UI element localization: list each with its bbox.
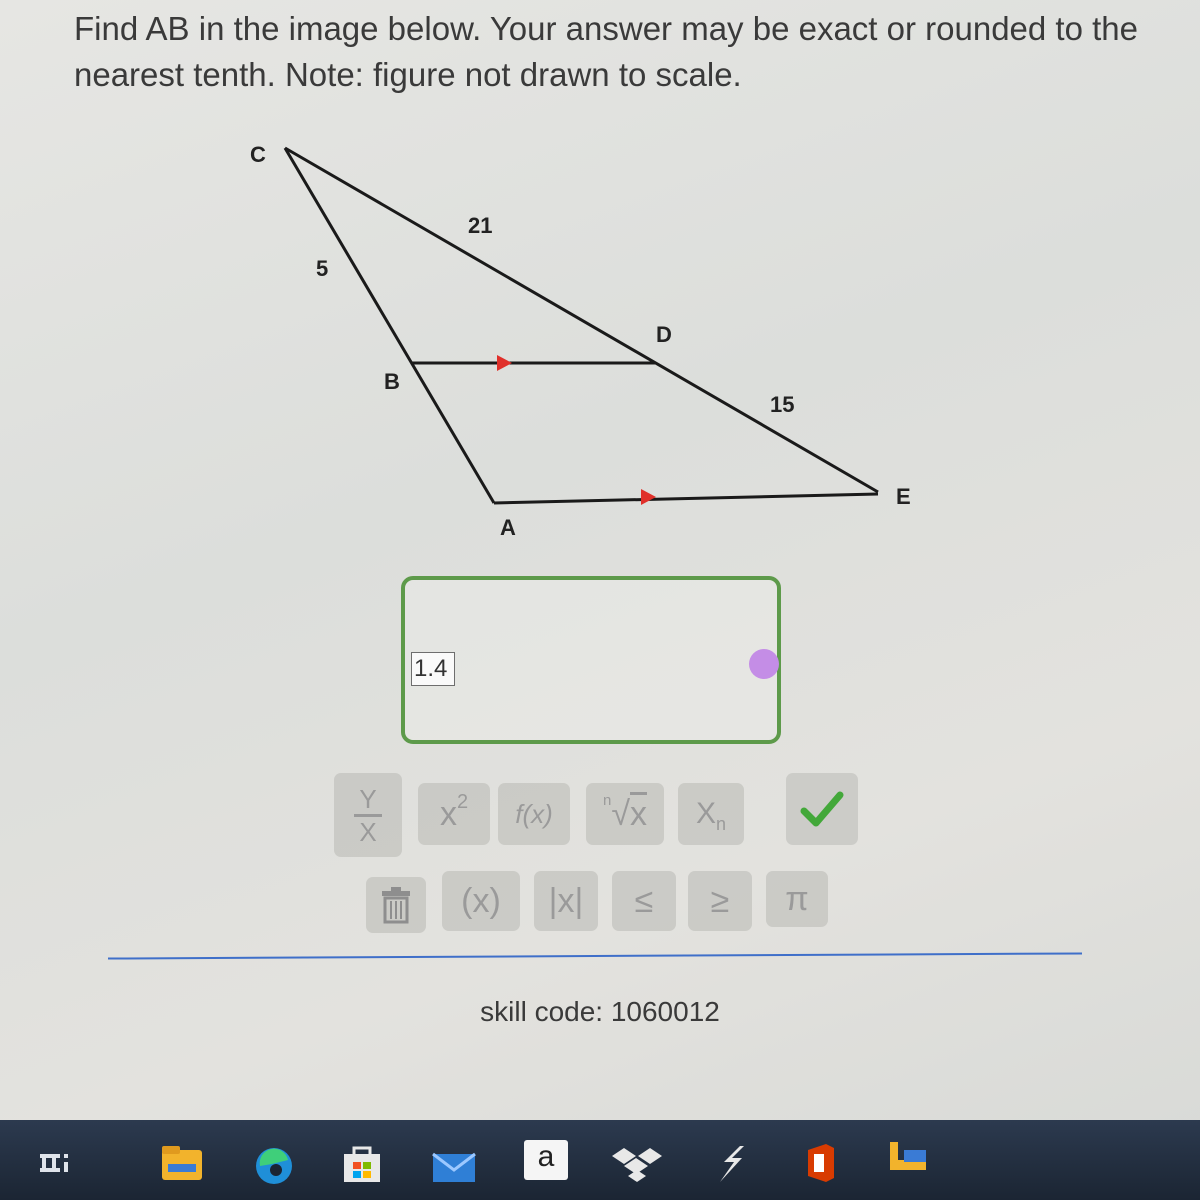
function-key[interactable] — [498, 783, 570, 845]
segment-ce — [285, 148, 878, 492]
root-symbol-icon: √ — [611, 794, 630, 833]
parallel-arrow-bd — [497, 355, 512, 371]
mail-icon[interactable] — [430, 1140, 478, 1184]
label-b: B — [384, 369, 400, 394]
pi-key[interactable] — [766, 871, 828, 927]
root-index: n — [602, 791, 612, 809]
fraction-bottom: X — [359, 816, 377, 847]
store-icon[interactable] — [340, 1140, 384, 1184]
divider-line — [108, 952, 1082, 959]
label-cb-length: 5 — [316, 256, 329, 281]
label-c: C — [250, 142, 266, 167]
trash-icon — [379, 886, 413, 924]
root-radicand: x — [630, 794, 647, 833]
fraction-key[interactable] — [334, 773, 402, 857]
label-cd-length: 21 — [468, 213, 493, 238]
label-d: D — [656, 322, 672, 347]
edge-browser-icon[interactable] — [252, 1140, 296, 1184]
power-base: x — [439, 794, 457, 833]
file-explorer-icon[interactable] — [160, 1140, 204, 1184]
answer-input[interactable] — [411, 652, 455, 686]
power-key[interactable] — [418, 783, 490, 845]
power-exponent: 2 — [456, 790, 469, 813]
greater-equal-key[interactable] — [688, 871, 752, 931]
parallel-arrow-ae — [641, 489, 656, 505]
answer-box[interactable] — [401, 576, 781, 744]
absolute-value-label: |x| — [548, 881, 584, 920]
greater-equal-label: ≥ — [710, 881, 730, 920]
absolute-value-key[interactable] — [534, 871, 598, 931]
office-icon[interactable] — [800, 1140, 840, 1184]
check-answer-button[interactable] — [786, 773, 858, 845]
pi-label: π — [785, 879, 809, 918]
function-label: f(x) — [515, 798, 553, 829]
parentheses-key[interactable] — [442, 871, 520, 931]
less-equal-label: ≤ — [634, 881, 654, 920]
label-e: E — [896, 484, 911, 509]
amazon-glyph: a — [537, 1140, 555, 1173]
segment-ae — [494, 494, 878, 503]
folder-app-icon[interactable] — [884, 1140, 934, 1184]
root-key[interactable] — [586, 783, 664, 845]
fraction-top: Y — [359, 783, 377, 814]
extension-dot-icon — [749, 649, 779, 679]
task-view-icon[interactable] — [38, 1140, 74, 1184]
subscript-base: X — [695, 797, 716, 830]
subscript-index: n — [716, 813, 727, 834]
question-text: Find AB in the image below. Your answer may be exact or rounded to the nearest tenth. Note: figure not drawn to scale. — [74, 10, 1138, 93]
segment-ca — [285, 148, 494, 503]
amazon-icon[interactable] — [524, 1140, 568, 1180]
label-a: A — [500, 515, 516, 540]
parentheses-label: (x) — [461, 881, 501, 920]
checkmark-icon — [800, 789, 844, 829]
subscript-key[interactable] — [678, 783, 744, 845]
dropbox-icon[interactable] — [612, 1140, 662, 1184]
clear-key[interactable] — [366, 877, 426, 933]
skill-code: skill code: 1060012 — [480, 996, 720, 1027]
less-equal-key[interactable] — [612, 871, 676, 931]
label-de-length: 15 — [770, 392, 795, 417]
stylus-app-icon[interactable] — [710, 1140, 750, 1184]
triangle-figure — [0, 0, 1200, 560]
